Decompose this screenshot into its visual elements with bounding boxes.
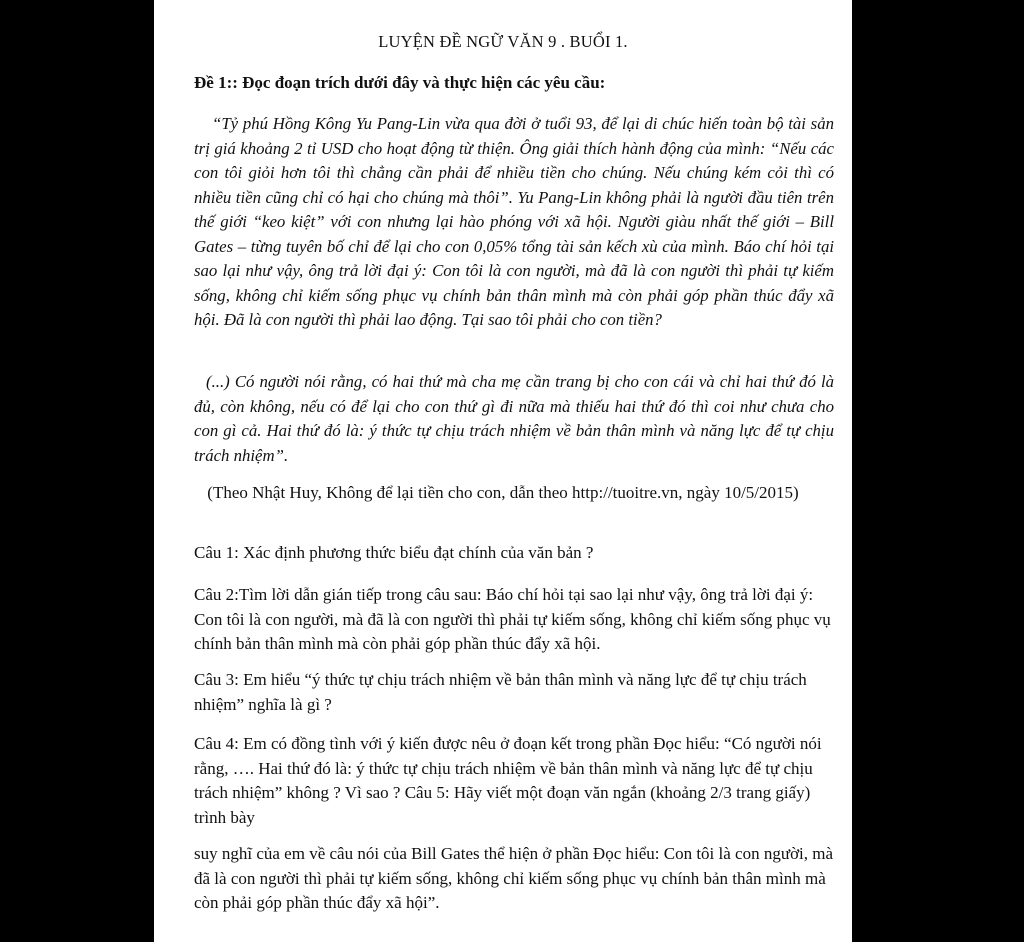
question-5-continuation: suy nghĩ của em về câu nói của Bill Gates thể hiện ở phần Đọc hiểu: Con tôi là con người, mà đã là con người thì phải tự kiếm sống, không chỉ kiếm sống phục vụ chính bản thân mình mà còn phải góp phần thúc đẩy xã hội”. [194, 844, 834, 912]
question-2: Câu 2:Tìm lời dẫn gián tiếp trong câu sau: Báo chí hỏi tại sao lại như vậy, ông trả lời đại ý: Con tôi là con người, mà đã là con người thì phải tự kiếm sống, không chỉ kiếm sống phục vụ chính bản thân mình mà còn phải góp phần thúc đẩy xã hội. [194, 585, 831, 653]
document-title: LUYỆN ĐỀ NGỮ VĂN 9 . BUỔI 1. [378, 32, 628, 51]
question-4: Câu 4: Em có đồng tình với ý kiến được nêu ở đoạn kết trong phần Đọc hiểu: “Có người nói rằng, …. Hai thứ đó là: ý thức tự chịu trách nhiệm về bản thân mình và năng lực để tự chịu trách nhiệm” không ? Vì sao ? Câu 5: Hãy viết một đoạn văn ngắn (khoảng 2/3 trang giấy) trình bày [194, 734, 822, 827]
document-page [154, 0, 852, 942]
passage-paragraph-2: (...) Có người nói rằng, có hai thứ mà cha mẹ cần trang bị cho con cái và chỉ hai thứ đó là đủ, còn không, nếu có để lại cho con thứ gì đi nữa mà thiếu hai thứ đó thì coi như chưa cho con gì cả. Hai thứ đó là: ý thức tự chịu trách nhiệm về bản thân mình và năng lực để tự chịu trách nhiệm”. [194, 372, 834, 465]
exercise-heading: Đề 1:: Đọc đoạn trích dưới đây và thực hiện các yêu cầu: [194, 73, 606, 92]
passage-paragraph-1: “Tỷ phú Hồng Kông Yu Pang-Lin vừa qua đời ở tuổi 93, để lại di chúc hiến toàn bộ tài sản trị giá khoảng 2 tỉ USD cho hoạt động từ thiện. Ông giải thích hành động của mình: “Nếu các con tôi giỏi hơn tôi thì chẳng cần phải để nhiều tiền cho chúng. Nếu chúng kém cỏi thì có nhiều tiền cũng chỉ có hại cho chúng mà thôi”. Yu Pang-Lin không phải là người đầu tiên trên thế giới “keo kiệt” với con nhưng lại hào phóng với xã hội. Người giàu nhất thế giới – Bill Gates – từng tuyên bố chỉ để lại cho con 0,05% tổng tài sản kếch xù của mình. Báo chí hỏi tại sao lại như vậy, ông trả lời đại ý: Con tôi là con người, mà đã là con người thì phải tự kiếm sống, không chỉ kiếm sống phục vụ chính bản thân mình mà còn phải góp phần thúc đẩy xã hội. Đã là con người thì phải lao động. Tại sao tôi phải cho con tiền? [194, 114, 834, 329]
question-1: Câu 1: Xác định phương thức biểu đạt chính của văn bản ? [194, 543, 594, 562]
passage-source: (Theo Nhật Huy, Không để lại tiền cho con, dẫn theo http://tuoitre.vn, ngày 10/5/2015) [207, 483, 799, 502]
question-3: Câu 3: Em hiểu “ý thức tự chịu trách nhiệm về bản thân mình và năng lực để tự chịu trách nhiệm” nghĩa là gì ? [194, 670, 807, 714]
